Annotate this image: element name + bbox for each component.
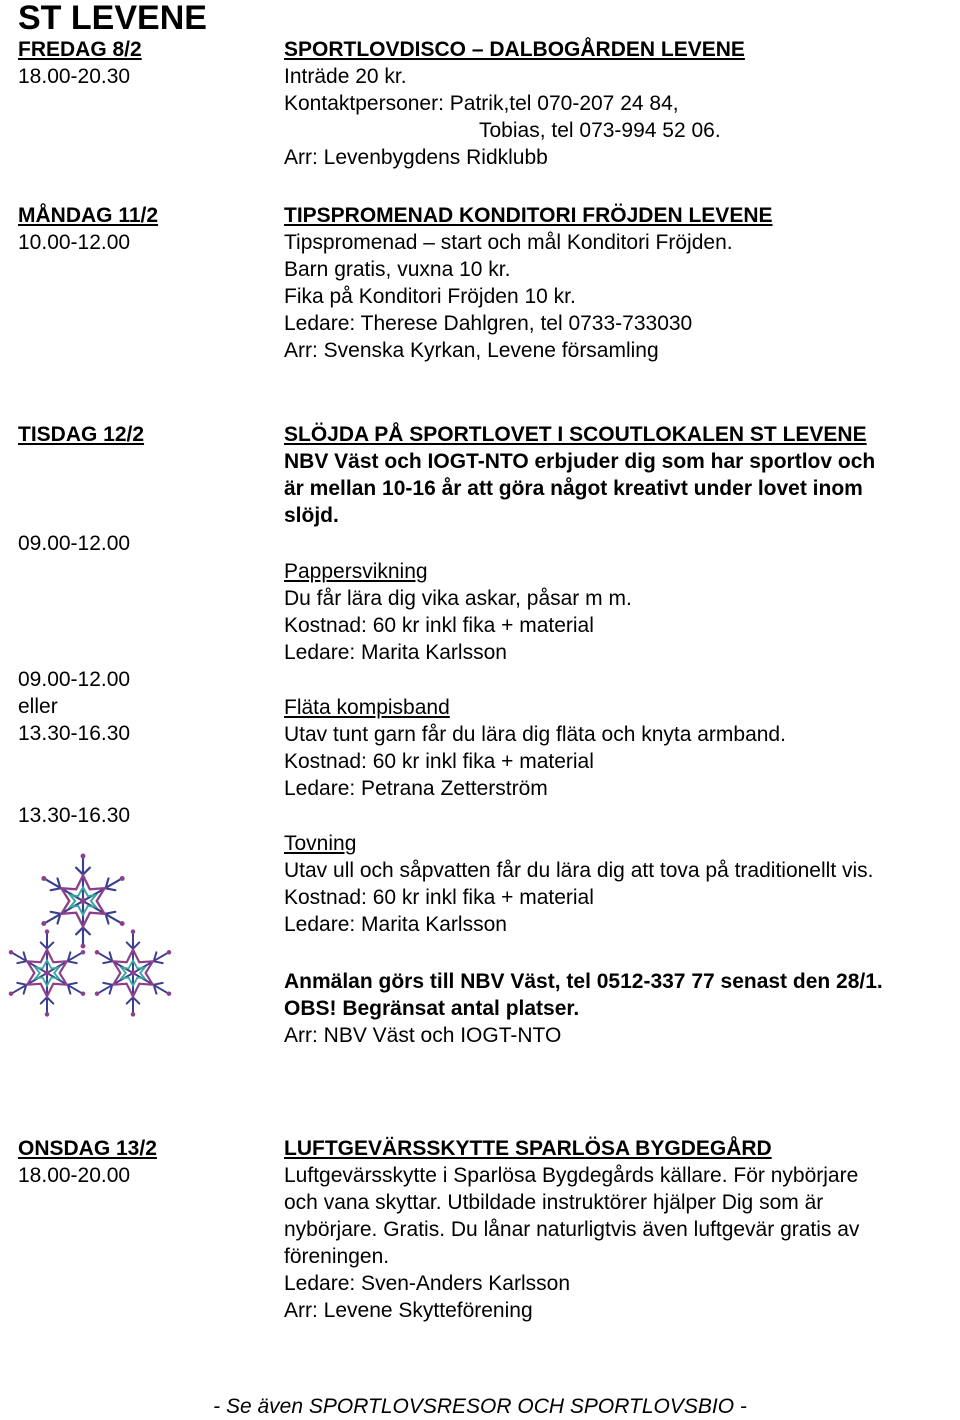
onsdag-day: ONSDAG 13/2 [18,1137,157,1160]
fredag-line: Arr: Levenbygdens Ridklubb [284,146,548,169]
mandag-line: Ledare: Therese Dahlgren, tel 0733-733030 [284,312,693,335]
tisdag-time: 13.30-16.30 [18,804,131,827]
signup-text: Anmälan görs till NBV Väst, tel 0512-337 77 senast den 28/1. [284,970,883,993]
tisdag-intro: är mellan 10-16 år att göra något kreativt under lovet inom [284,477,863,500]
mandag-time: 10.00-12.00 [18,231,131,254]
activity-line: Utav ull och såpvatten får du lära dig att tova på traditionellt vis. [284,859,874,882]
mandag-heading: TIPSPROMENAD KONDITORI FRÖJDEN LEVENE [284,204,773,227]
activity-line: Ledare: Petrana Zetterström [284,777,548,800]
page-title: ST LEVENE [18,0,207,37]
onsdag-line: Arr: Levene Skytteförening [284,1299,533,1322]
mandag-line: Fika på Konditori Fröjden 10 kr. [284,285,576,308]
activity-line: Du får lära dig vika askar, påsar m m. [284,587,632,610]
fredag-day: FREDAG 8/2 [18,38,142,61]
tisdag-time: 09.00-12.00 [18,532,131,555]
onsdag-line: föreningen. [284,1245,390,1268]
tisdag-intro: slöjd. [284,504,339,527]
obs-text: OBS! Begränsat antal platser. [284,997,580,1020]
tisdag-day: TISDAG 12/2 [18,423,145,446]
tisdag-intro: NBV Väst och IOGT-NTO erbjuder dig som har sportlov och [284,450,876,473]
fredag-line: Kontaktpersoner: Patrik,tel 070-207 24 84, [284,92,679,115]
mandag-line: Barn gratis, vuxna 10 kr. [284,258,511,281]
activity-name: Pappersvikning [284,560,428,583]
activity-line: Ledare: Marita Karlsson [284,913,507,936]
activity-line: Kostnad: 60 kr inkl fika + material [284,886,594,909]
activity-line: Kostnad: 60 kr inkl fika + material [284,614,594,637]
activity-line: Utav tunt garn får du lära dig fläta och knyta armband. [284,723,786,746]
tisdag-heading: SLÖJDA PÅ SPORTLOVET I SCOUTLOKALEN ST LEVENE [284,423,867,446]
mandag-line: Arr: Svenska Kyrkan, Levene församling [284,339,659,362]
tisdag-arr: Arr: NBV Väst och IOGT-NTO [284,1024,562,1047]
fredag-line: Inträde 20 kr. [284,65,407,88]
fredag-heading: SPORTLOVDISCO – DALBOGÅRDEN LEVENE [284,38,745,61]
tisdag-time: 13.30-16.30 [18,722,131,745]
activity-line: Ledare: Marita Karlsson [284,641,507,664]
activity-name: Fläta kompisband [284,696,450,719]
tisdag-time: 09.00-12.00 [18,668,131,691]
onsdag-line: Luftgevärsskytte i Sparlösa Bygdegårds källare. För nybörjare [284,1164,859,1187]
mandag-line: Tipspromenad – start och mål Konditori Fröjden. [284,231,733,254]
tisdag-time: eller [18,695,58,718]
snowflake-icon [2,928,92,1018]
onsdag-line: och vana skyttar. Utbildade instruktörer hjälper Dig som är [284,1191,824,1214]
activity-line: Kostnad: 60 kr inkl fika + material [284,750,594,773]
onsdag-line: Ledare: Sven-Anders Karlsson [284,1272,570,1295]
snowflake-icon [88,928,178,1018]
fredag-line: Tobias, tel 073-994 52 06. [479,119,721,142]
activity-name: Tovning [284,832,357,855]
onsdag-line: nybörjare. Gratis. Du lånar naturligtvis även luftgevär gratis av [284,1218,860,1241]
onsdag-time: 18.00-20.00 [18,1164,131,1187]
fredag-time: 18.00-20.30 [18,65,131,88]
mandag-day: MÅNDAG 11/2 [18,204,159,227]
footer-note: - Se även SPORTLOVSRESOR OCH SPORTLOVSBIO - [213,1395,747,1418]
onsdag-heading: LUFTGEVÄRSSKYTTE SPARLÖSA BYGDEGÅRD [284,1137,772,1160]
